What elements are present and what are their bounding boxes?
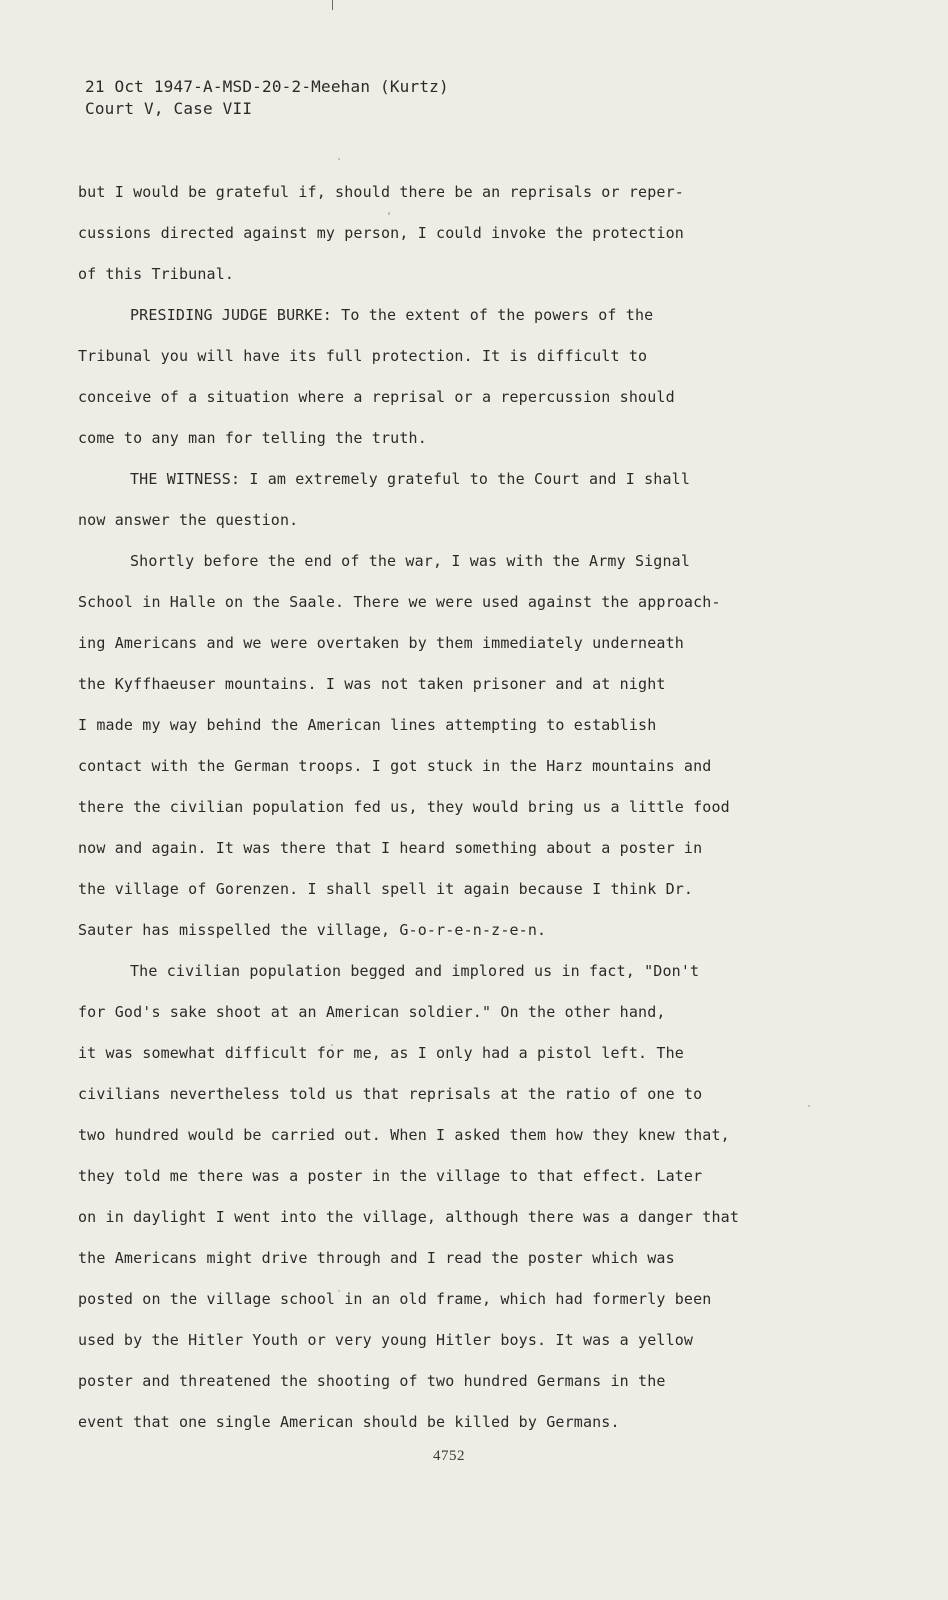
paper-speck	[808, 1105, 810, 1107]
transcript-line: used by the Hitler Youth or very young Hitler boys. It was a yellow	[78, 1331, 694, 1349]
transcript-line: the Kyffhaeuser mountains. I was not taken prisoner and at night	[78, 675, 666, 693]
paper-speck	[338, 158, 340, 160]
transcript-line: for God's sake shoot at an American soldier." On the other hand,	[78, 1003, 666, 1021]
transcript-line: event that one single American should be killed by Germans.	[78, 1413, 620, 1431]
transcript-line: Tribunal you will have its full protection. It is difficult to	[78, 347, 648, 365]
transcript-line: cussions directed against my person, I could invoke the protection	[78, 224, 684, 242]
transcript-line: I made my way behind the American lines attempting to establish	[78, 716, 657, 734]
transcript-line: of this Tribunal.	[78, 265, 235, 283]
transcript-line: now and again. It was there that I heard something about a poster in	[78, 839, 703, 857]
transcript-line: contact with the German troops. I got stuck in the Harz mountains and	[78, 757, 712, 775]
transcript-line: Shortly before the end of the war, I was with the Army Signal	[130, 552, 691, 570]
transcript-line: posted on the village school in an old frame, which had formerly been	[78, 1290, 712, 1308]
transcript-line: Sauter has misspelled the village, G-o-r-e-n-z-e-n.	[78, 921, 547, 939]
transcript-line: it was somewhat difficult for me, as I only had a pistol left. The	[78, 1044, 684, 1062]
transcript-line: civilians nevertheless told us that reprisals at the ratio of one to	[78, 1085, 703, 1103]
transcript-line: the village of Gorenzen. I shall spell it again because I think Dr.	[78, 880, 694, 898]
transcript-line: they told me there was a poster in the village to that effect. Later	[78, 1167, 703, 1185]
transcript-line: PRESIDING JUDGE BURKE: To the extent of the powers of the	[130, 306, 654, 324]
page-number: 4752	[433, 1448, 465, 1464]
transcript-line: two hundred would be carried out. When I asked them how they knew that,	[78, 1126, 730, 1144]
transcript-line: on in daylight I went into the village, although there was a danger that	[78, 1208, 740, 1226]
transcript-line: the Americans might drive through and I read the poster which was	[78, 1249, 675, 1267]
transcript-line: poster and threatened the shooting of two hundred Germans in the	[78, 1372, 666, 1390]
transcript-line: School in Halle on the Saale. There we were used against the approach-	[78, 593, 721, 611]
paper-mark	[332, 0, 333, 10]
header-court-case: Court V, Case VII	[85, 99, 253, 118]
transcript-line: conceive of a situation where a reprisal or a repercussion should	[78, 388, 675, 406]
paper-speck	[388, 212, 390, 215]
document-header	[85, 76, 449, 120]
transcript-line: ing Americans and we were overtaken by them immediately underneath	[78, 634, 684, 652]
transcript-line: The civilian population begged and implored us in fact, "Don't	[130, 962, 700, 980]
transcript-line: now answer the question.	[78, 511, 299, 529]
transcript-line: THE WITNESS: I am extremely grateful to the Court and I shall	[130, 470, 691, 488]
header-date-reference: 21 Oct 1947-A-MSD-20-2-Meehan (Kurtz)	[85, 77, 449, 96]
transcript-line: there the civilian population fed us, they would bring us a little food	[78, 798, 730, 816]
transcript-line: come to any man for telling the truth.	[78, 429, 427, 447]
transcript-line: but I would be grateful if, should there be an reprisals or reper-	[78, 183, 684, 201]
